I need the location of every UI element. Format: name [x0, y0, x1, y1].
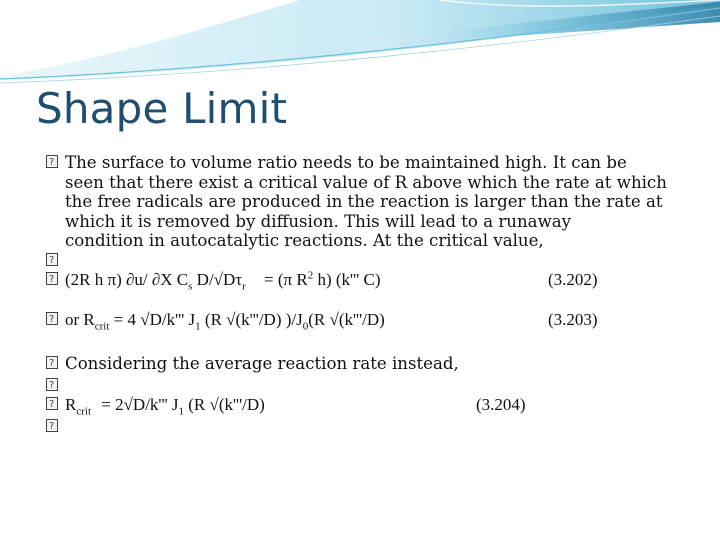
- slide-title: Shape Limit: [36, 84, 288, 133]
- slide-body: [46, 153, 696, 436]
- bullet-icon: [46, 397, 58, 410]
- equation-3-202: ? (2R h π) ∂u/ ∂X $C_s$ $D/√D\tau_r = (\pi$ $R^2$ h) (k''' C) (3.202): [46, 270, 696, 300]
- empty-bullet-row: [46, 417, 696, 436]
- bullet-icon: [46, 253, 58, 266]
- paragraph-surface-volume: [46, 153, 696, 251]
- bullet-icon: [46, 272, 58, 285]
- paragraph-line: condition in autocatalytic reactions. At the critical value,: [65, 231, 544, 250]
- equation-number: (3.204): [476, 394, 526, 414]
- paragraph-average-rate: ? Considering the average reaction rate instead,: [46, 354, 696, 376]
- bullet-icon: [46, 155, 58, 168]
- header-swoosh-decoration: [0, 0, 720, 90]
- equation-number: (3.202): [548, 269, 598, 289]
- paragraph-line: the free radicals are produced in the reaction is larger than the rate at: [65, 192, 663, 211]
- equation-number: (3.203): [548, 309, 598, 329]
- bullet-icon: [46, 356, 58, 369]
- bullet-icon: [46, 378, 58, 391]
- empty-bullet-row: [46, 251, 696, 270]
- paragraph-line: which it is removed by diffusion. This will lead to a runaway: [65, 211, 572, 231]
- equation-3-204: ? $R_{crit} = 2√D/k'''$ $J_1$ (R √(k'''/D) (3.204): [46, 395, 696, 417]
- bullet-icon: [46, 312, 58, 325]
- empty-bullet-row: [46, 376, 696, 395]
- equation-3-203: ? or $R_{crit} = 4$ √D/k''' $J_1$ (R √(k'''/D) )$/J_0(R$ √(k'''/D) (3.203): [46, 300, 696, 354]
- paragraph-line: The surface to volume ratio needs to be maintained high. It can be: [65, 153, 627, 172]
- paragraph-line: seen that there exist a critical value of R above which the rate at which: [65, 172, 667, 192]
- bullet-icon: [46, 419, 58, 432]
